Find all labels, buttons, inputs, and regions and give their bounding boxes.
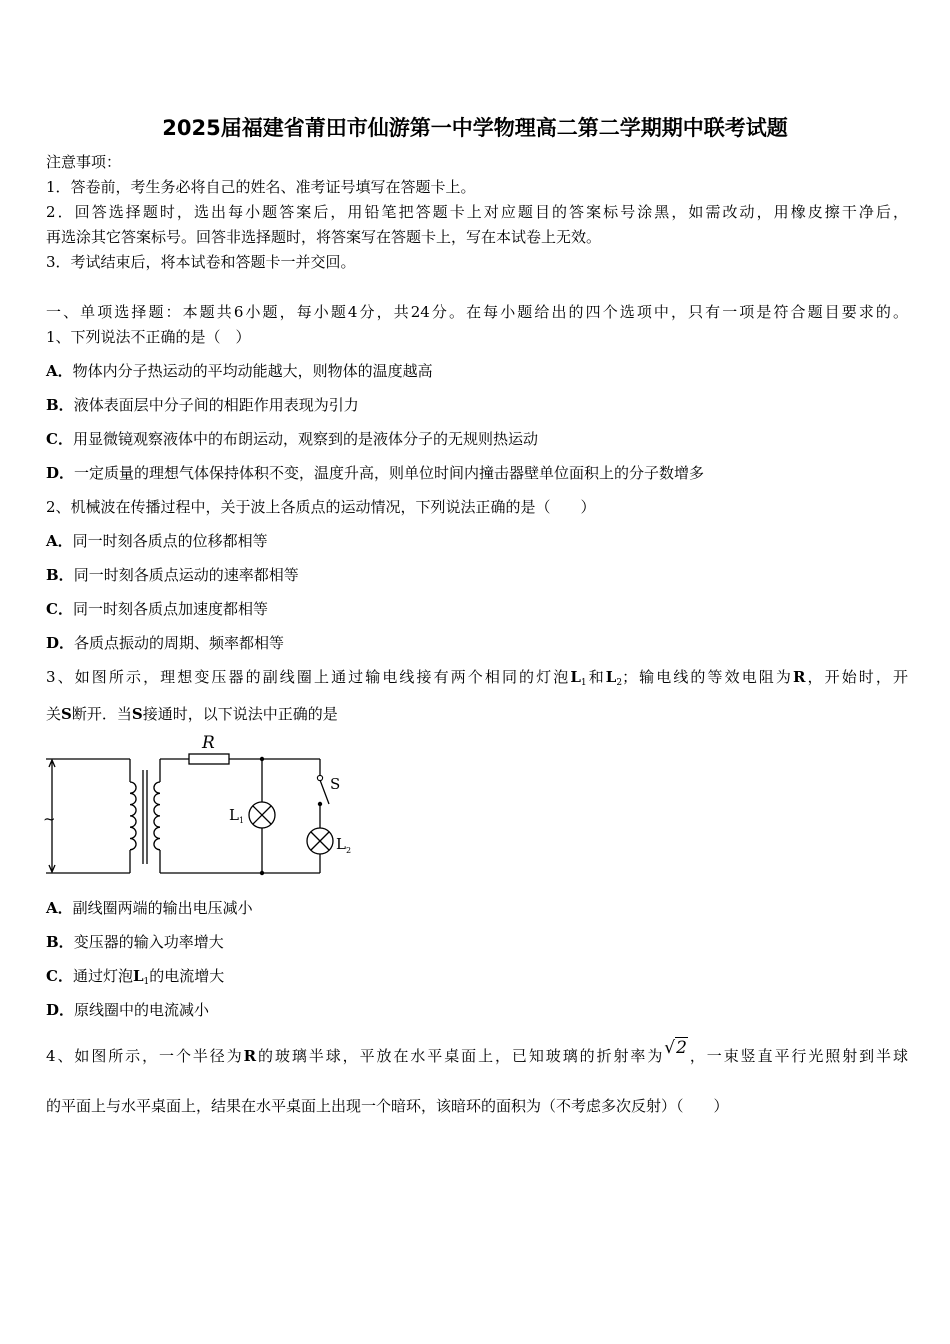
q1-stem: 1、下列说法不正确的是（ ） — [46, 328, 251, 346]
switch-symbol: S — [61, 705, 72, 723]
sqrt-expression — [664, 1038, 688, 1058]
q3-stem-text: 和 — [586, 668, 606, 686]
sqrt-sign-icon: √ — [664, 1038, 676, 1058]
option-text: 原线圈中的电流减小 — [74, 1001, 210, 1019]
option-text: 同一时刻各质点加速度都相等 — [72, 600, 268, 618]
q1-option-d — [46, 463, 908, 483]
lamp1-label: L — [229, 806, 239, 824]
q3-stem-line2 — [46, 704, 908, 724]
q3-stem-text: ，开始时，开 — [805, 668, 908, 686]
q3-option-d — [46, 1000, 908, 1020]
option-letter: B． — [46, 566, 74, 584]
q3-option-b — [46, 932, 908, 952]
option-letter: B． — [46, 933, 74, 951]
option-letter: D． — [46, 464, 75, 482]
notice-item-2: 2．回答选择题时，选出每小题答案后，用铅笔把答题卡上对应题目的答案标号涂黑，如需改动，用橡皮擦干净后， — [46, 203, 908, 221]
option-letter: C． — [46, 967, 73, 985]
option-letter: C． — [46, 430, 73, 448]
radius-symbol: R — [243, 1047, 257, 1065]
switch-pivot — [318, 802, 322, 806]
lamp2-label: L — [336, 835, 346, 853]
q3-option-c — [46, 966, 908, 992]
lamp-subscript: 2 — [616, 678, 623, 688]
switch-contact — [317, 775, 322, 780]
section-heading: 一、单项选择题：本题共6小题，每小题4分，共24分。在每小题给出的四个选项中，只有一项是符合题目要求的。 — [46, 303, 908, 321]
q3-stem-text: 接通时，以下说法中正确的是 — [142, 705, 338, 723]
resistor-symbol: R — [792, 668, 806, 686]
q3-stem-text: 3、如图所示，理想变压器的副线圈上通过输电线接有两个相同的灯泡 — [46, 668, 571, 686]
ac-source-symbol: ~ — [43, 810, 56, 828]
q4-stem-text: 的玻璃半球，平放在水平桌面上，已知玻璃的折射率为 — [256, 1047, 665, 1065]
q2-option-b — [46, 565, 908, 585]
q2-option-d — [46, 633, 908, 653]
option-letter: A． — [46, 899, 73, 917]
option-text: 液体表面层中分子间的相距作用表现为引力 — [73, 396, 359, 414]
q1-option-b — [46, 395, 908, 415]
q2-option-a — [46, 531, 908, 551]
q4-stem-line2: 的平面上与水平桌面上，结果在水平桌面上出现一个暗环，该暗环的面积为（不考虑多次反射）（ ） — [46, 1097, 729, 1115]
option-text: 变压器的输入功率增大 — [73, 933, 224, 951]
switch-label: S — [330, 775, 341, 793]
switch-lever — [320, 780, 329, 804]
notice-item-1: 1．答卷前，考生务必将自己的姓名、准考证号填写在答题卡上。 — [46, 178, 476, 196]
q3-stem-line1 — [46, 667, 908, 693]
q3-stem-text: 断开．当 — [71, 705, 132, 723]
notice-heading: 注意事项： — [46, 153, 122, 171]
lamp-symbol: L — [132, 967, 144, 985]
option-letter: D． — [46, 1001, 75, 1019]
lamp-subscript: 1 — [143, 977, 150, 987]
q4-stem-line1 — [46, 1038, 908, 1066]
q3-stem-text: 关 — [46, 705, 62, 723]
q2-option-c — [46, 599, 908, 619]
lamp-subscript: 1 — [580, 678, 587, 688]
lamp1-label-subscript: 1 — [239, 816, 245, 825]
switch-symbol: S — [131, 705, 143, 723]
page-title: 2025届福建省莆田市仙游第一中学物理高二第二学期期中联考试题 — [162, 116, 788, 140]
lamp-symbol: L — [605, 668, 617, 686]
q4-stem-text: 4、如图所示，一个半径为 — [46, 1047, 244, 1065]
option-text: 各质点振动的周期、频率都相等 — [74, 634, 285, 652]
option-text: 同一时刻各质点的位移都相等 — [72, 532, 268, 550]
resistor — [189, 754, 229, 764]
notice-item-3: 3．考试结束后，将本试卷和答题卡一并交回。 — [46, 253, 356, 271]
primary-coil — [130, 782, 136, 850]
transformer-circuit-diagram — [40, 732, 370, 882]
option-letter: A． — [46, 532, 73, 550]
option-text: 用显微镜观察液体中的布朗运动，观察到的是液体分子的无规则热运动 — [72, 430, 538, 448]
q4-stem-text: ，一束竖直平行光照射到半球 — [687, 1047, 908, 1065]
q3-option-a — [46, 898, 908, 918]
option-text: 同一时刻各质点运动的速率都相等 — [73, 566, 299, 584]
sqrt-radicand: 2 — [676, 1038, 687, 1058]
q3-stem-text: ；输电线的等效电阻为 — [622, 668, 793, 686]
junction-top — [260, 757, 264, 761]
resistor-label: R — [202, 733, 215, 753]
q1-option-c — [46, 429, 908, 449]
option-letter: B． — [46, 396, 74, 414]
option-letter: C． — [46, 600, 73, 618]
option-text: 一定质量的理想气体保持体积不变，温度升高，则单位时间内撞击器壁单位面积上的分子数增多 — [74, 464, 705, 482]
notice-item-2-cont: 再选涂其它答案标号。回答非选择题时，将答案写在答题卡上，写在本试卷上无效。 — [46, 228, 602, 246]
q1-option-a — [46, 361, 908, 381]
q2-stem: 2、机械波在传播过程中，关于波上各质点的运动情况，下列说法正确的是（ ） — [46, 498, 596, 516]
secondary-coil — [154, 782, 160, 850]
option-text: 通过灯泡 — [72, 967, 133, 985]
option-letter: D． — [46, 634, 75, 652]
option-text: 物体内分子热运动的平均动能越大，则物体的温度越高 — [72, 362, 433, 380]
lamp2-label-subscript: 2 — [346, 846, 352, 855]
option-text: 的电流增大 — [149, 967, 225, 985]
option-letter: A． — [46, 362, 73, 380]
option-text: 副线圈两端的输出电压减小 — [72, 899, 253, 917]
junction-bottom — [260, 871, 264, 875]
lamp-symbol: L — [570, 668, 581, 686]
